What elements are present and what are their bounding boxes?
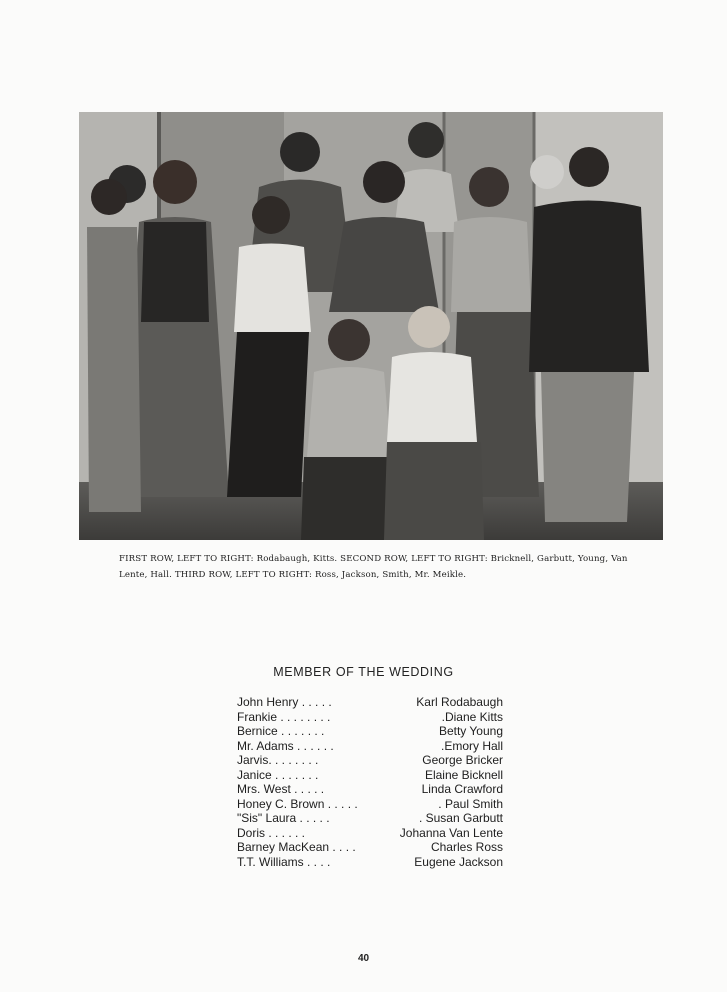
cast-row — [237, 797, 503, 812]
cast-row — [237, 768, 503, 783]
photo-caption: FIRST ROW, LEFT TO RIGHT: Rodabaugh, Kitts. SECOND ROW, LEFT TO RIGHT: Bricknell, Garbutt, Young, Van Lente, Hall. THIRD ROW, LEFT TO RIGHT: Ross, Jackson, Smith, Mr. Meikle. — [119, 554, 628, 580]
cast-actor: Betty Young — [438, 724, 503, 738]
cast-actor: George Bricker — [422, 753, 503, 767]
cast-role: Mr. Adams . . . . . . — [237, 738, 334, 753]
cast-row — [237, 710, 503, 725]
cast-list — [237, 695, 503, 869]
cast-actor: Eugene Jackson — [414, 854, 503, 869]
cast-actor: Elaine Bicknell — [424, 767, 503, 782]
cast-role: Mrs. West . . . . . — [237, 782, 325, 796]
cast-role: Bernice . . . . . . . — [237, 724, 325, 738]
cast-actor: .Diane Kitts — [441, 709, 503, 724]
group-photo-image — [79, 112, 663, 540]
cast-row — [237, 724, 503, 739]
cast-actor: . Paul Smith — [438, 796, 503, 811]
cast-actor: Karl Rodabaugh — [416, 695, 503, 709]
cast-actor: . Susan Garbutt — [418, 811, 503, 825]
cast-role: "Sis" Laura . . . . . — [237, 811, 330, 825]
section-title: MEMBER OF THE WEDDING — [273, 665, 454, 679]
cast-row — [237, 826, 503, 841]
cast-row — [237, 753, 503, 768]
cast-role: John Henry . . . . . — [237, 695, 332, 709]
cast-role: Barney MacKean . . . . — [237, 840, 356, 854]
cast-role: Janice . . . . . . . — [237, 767, 319, 782]
cast-row — [237, 782, 503, 797]
cast-row — [237, 695, 503, 710]
cast-row — [237, 739, 503, 754]
group-photo — [79, 112, 663, 540]
cast-actor: .Emory Hall — [440, 738, 503, 753]
page-number: 40 — [357, 953, 370, 964]
cast-role: Doris . . . . . . — [237, 825, 306, 840]
cast-row — [237, 855, 503, 870]
cast-actor: Johanna Van Lente — [399, 825, 503, 840]
cast-role: Jarvis. . . . . . . . — [237, 753, 319, 767]
cast-actor: Linda Crawford — [421, 782, 503, 796]
cast-role: T.T. Williams . . . . — [237, 854, 331, 869]
cast-row — [237, 840, 503, 855]
cast-role: Frankie . . . . . . . . — [237, 709, 331, 724]
cast-row — [237, 811, 503, 826]
cast-role: Honey C. Brown . . . . . — [237, 796, 358, 811]
cast-actor: Charles Ross — [430, 840, 503, 854]
